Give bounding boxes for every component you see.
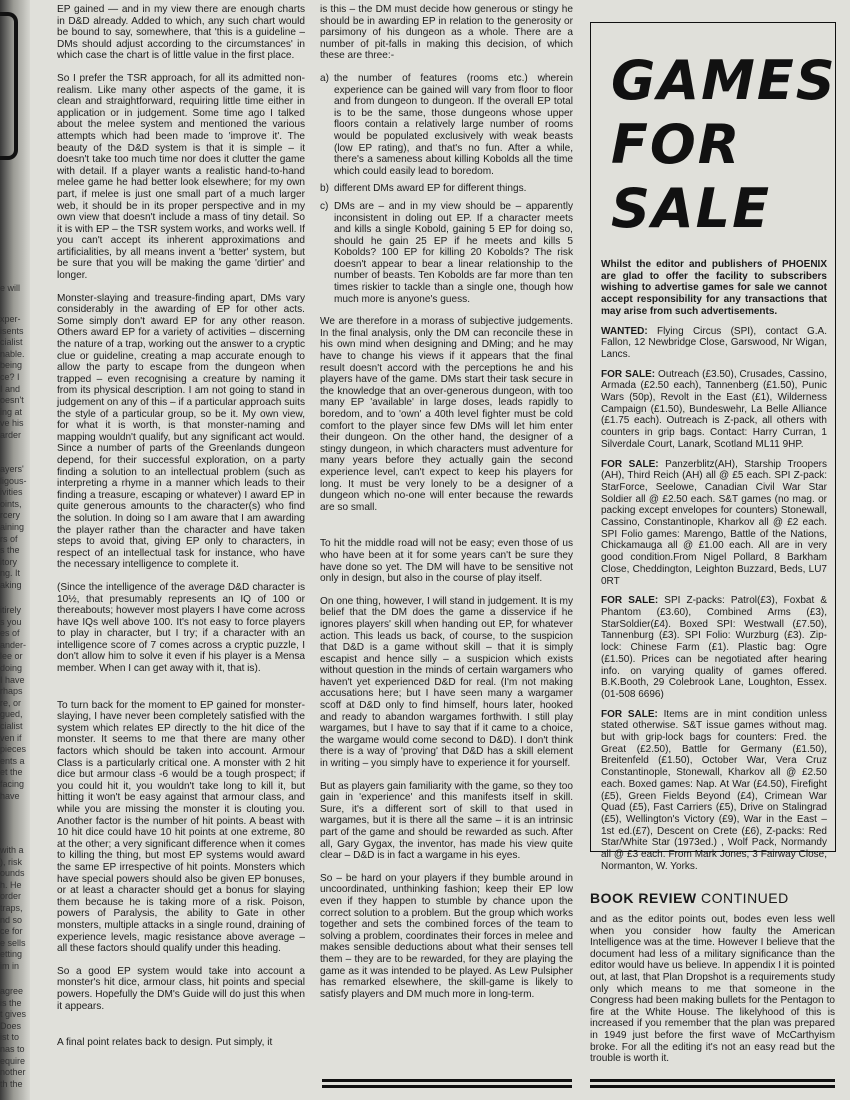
paragraph: A final point relates back to design. Put simply, it bbox=[57, 1037, 273, 1049]
ad-title-line: SALE bbox=[611, 177, 771, 240]
edge-fragment: doing bbox=[0, 663, 23, 673]
edge-fragment: nas to bbox=[0, 1044, 25, 1054]
edge-fragment: rhaps bbox=[0, 686, 23, 697]
book-review-heading: BOOK REVIEW CONTINUED bbox=[590, 890, 789, 906]
edge-fragment: e will bbox=[0, 283, 21, 293]
edge-fragment: es of bbox=[0, 628, 20, 639]
ad-disclaimer: Whilst the editor and publishers of PHOENIX are glad to offer the facility to subscribers wishing to advertise games for sale we cannot accept responsibility for any transactions that may arise from such advertisements. bbox=[601, 259, 827, 317]
list-item: a) the number of features (rooms etc.) wherein experience can be gained will vary from floor to floor and from dungeon to dungeon. If the overall EP total is to be the same, those dungeons whose upper floors contain a relatively large number of rooms would be populated exclusively with weak beasts (low EP rating), and that's no fun. After a while, there's a sameness about killing Kobolds all the time which could easily lead to boredom. bbox=[320, 72, 573, 177]
edge-fragment: ), risk bbox=[0, 856, 22, 867]
edge-fragment: s the bbox=[0, 545, 20, 556]
review-end-rules bbox=[590, 1079, 835, 1091]
edge-fragment: ivities bbox=[0, 487, 23, 498]
edge-fragment: ng. It bbox=[0, 568, 21, 579]
edge-fragment: I have bbox=[0, 674, 25, 685]
paragraph: On one thing, however, I will stand in judgement. It is my belief that the DM does the game a disservice if he ignores players' skill when handing out EP, for whatever action. This leads us back, of course, to the suspicion that D&D is a game without skill – that it is simply escapist and hence silly – a suspicion which exists without question in the minds of certain wargamers who haven't yet experienced D&D for real. (I'm not making accusations here; but I have seen many a wargamer scoff at D&D only to find himself, hours later, hooked and ready to abandon wargames forthwith. I still play wargames, but I have to say that if it came to a choice, the wargame would come second to D&D). I don't think there is a way of 'proving' that D&D has a skill element in writing – you simply have to experience it for yourself. bbox=[320, 595, 573, 770]
paragraph: So – be hard on your players if they bumble around in uncoordinated, unthinking fashion; keep their EP low even if they happen to stumble by chance upon the correct solution to a problem. But the group which works together and sets the combined forces of the team to solving a problem, coordinates their forces in melee and makes sensible deductions about what their senses tell them – they are to be rewarded, for they are playing the game as it was intended to be played. As Lew Pulsipher has remarked elsewhere, the skill-game is likely to satisfy players and DM much more in long-term. bbox=[320, 872, 573, 1000]
paragraph: To turn back for the moment to EP gained for monster-slaying, I have never been completely satisfied with the system which relates EP directly to the hit dice of the monster. It seems to me that there are many other factors which should be taken into account. Armour Class is a particularly critical one. A monster with 2 hit dice but armour class -6 would be a tough prospect; if you could hit it, you wouldn't take long to kill it, but hitting it won't be easy against that armour class, and while you are missing the monster it is clouting you. Another factor is the number of hit points. A beast with 10 hit dice could have 10 hit points at one extreme, 80 at the other; a very significant difference when it comes to killing the thing, but most EP systems would award the same EP irrespective of hit points. Monsters which have special powers should also be given EP bonuses, or at least a character should get a bonus for slaying them because he is taking more of a risk. Poison, powers of Paralysis, the ability to Gate in other monsters, multiple attacks in a single round, draining of experience levels, magic resistance above average – all these factors should qualify under this heading. bbox=[57, 699, 305, 955]
edge-fragment: Does bbox=[0, 1020, 22, 1031]
paragraph: EP gained — and in my view there are enough charts in D&D already. Added to which, any such chart would be bound to say, somewhere, that 'this is a guideline – DMs should adjust according to the circumstances' in which case the chart is of little value in the first place. bbox=[57, 4, 305, 62]
edge-fragment: ve his bbox=[0, 418, 24, 429]
edge-fragment: itory bbox=[0, 556, 18, 567]
edge-fragment: have bbox=[0, 790, 20, 801]
edge-fragment: I and bbox=[0, 383, 21, 394]
edge-fragment: cialist bbox=[0, 337, 23, 348]
edge-fragment: s you bbox=[0, 616, 22, 627]
edge-fragment: equire bbox=[0, 1055, 26, 1066]
paragraph: We are therefore in a morass of subjective judgements. In the final analysis, only the DM can reconcile these in his own mind when designing and DMing; and he may have to change his views if it appears that the final result doesn't accord with the perceptions he and his players have of the game. DMs start their task secure in the knowledge that an over-generous dungeon, with too many EP 'available' in large doses, leads rapidly to boredom, and to 'own' a 40th level fighter must be cold comfort to the player since few DMs will let him enter their dungeon. On the other hand, the designer of a stingy dungeon, in which characters must adventure for many years before they actually gain the second experience level, can't expect to keep his players for long. It must be very lonely to be a designer of a dungeon which no-one will enter because the rewards are so small. bbox=[320, 316, 573, 513]
list-item: b) different DMs award EP for different things. bbox=[320, 183, 527, 195]
edge-fragment: ounds bbox=[0, 868, 25, 879]
edge-fragment: gued, bbox=[0, 709, 23, 720]
paragraph: Monster-slaying and treasure-finding apart, DMs vary considerably in the awarding of EP for other acts. Some simply don't award EP for any other reason. Others award EP for a variety of activities – discerning the nature of a trap, working out the answer to a cryptic clue or guideline, creating a map accurate enough to allow the party to escape from the dungeon when trapped – even recognising a creature by naming it from its physical description. I am not going to stand in judgement on any of this – if a particular approach suits the style of a particular group, so be it. My own view, for what it is worth, is that monster-naming and mapping wouldn't qualify, but any significant act would. Since a number of parts of the Greenlands dungeon depend, for their successful exploration, on a party finding a solution to an intellectual problem (such as interpreting a rhyme in a manner which leads to their finding a treasure, escaping or whatever) I award EP in quite generous amounts to the character(s) who find the solution. In doing so I am aware that I am awarding the player rather than the character and have taken steps to avoid that, giving EP only to characters, in respect of an intellectual task for instance, who have the necessary intelligence to complete it. bbox=[57, 292, 305, 571]
ad-title-line: GAMES bbox=[611, 49, 837, 112]
edge-fragment: ander- bbox=[0, 639, 27, 650]
edge-fragment: h. He bbox=[0, 879, 22, 890]
edge-fragment: ce? I bbox=[0, 372, 20, 382]
paragraph: To hit the middle road will not be easy; even those of us who have been at it for some years can't be sure they have done so yet. The DM will have to be sensitive not only in design, but also in the course of play itself. bbox=[320, 538, 573, 585]
edge-fragment: ce for bbox=[0, 926, 23, 937]
edge-fragment: ist to bbox=[0, 1032, 20, 1043]
edge-fragment: e sells bbox=[0, 937, 26, 948]
edge-fragment: pieces bbox=[0, 744, 27, 755]
paragraph: (Since the intelligence of the average D&D character is 10½, that presumably represents an IQ of 100 or thereabouts; however most players I have come across have IQs well above 100. It's not easy to force players to play in character, but I try; if a character with an intelligence score of 7 comes across a cryptic puzzle, I don't allow him to solve it even if his player is a Mensa member. When I can get away with it, that is). bbox=[57, 581, 305, 675]
edge-fragment: t gives bbox=[0, 1009, 27, 1020]
edge-fragment: ven if bbox=[0, 732, 22, 743]
edge-fragment: nother bbox=[0, 1067, 26, 1078]
paragraph: So a good EP system would take into account a monster's hit dice, armour class, hit points and special powers. Hopefully the DM's Guide will do just this when it appears. bbox=[57, 965, 305, 1012]
edge-fragment: ing at bbox=[0, 406, 23, 417]
article-column-2 bbox=[320, 4, 573, 1011]
edge-fragment: rcery bbox=[0, 510, 20, 521]
ad-item: FOR SALE: Outreach (£3.50), Crusades, Cassino, Armada (£2.50 each), Tannenberg (£1.50), Punic Wars (50p), Revolt in the East (£1), Wilderness Campaign (£1.50), Bundeswehr, La Belle Alliance (£1.75 each). Outreach is Z-pack, all others with counters in grip bags. Contact: Harry Curran, 1 Silverdale Court, Lanark, Scotland ML11 9HP. bbox=[601, 368, 827, 450]
edge-fragment: et the bbox=[0, 767, 23, 778]
edge-fragment: order bbox=[0, 891, 22, 902]
edge-fragment: aining bbox=[0, 522, 25, 532]
edge-fragment: arder bbox=[0, 430, 22, 440]
ad-body bbox=[601, 259, 827, 880]
games-for-sale-box bbox=[590, 22, 837, 872]
ad-item: FOR SALE: Items are in mint condition unless stated otherwise. S&T issue games without mag. but with grip-lock bags for counters: Fred. the Great (£2.50), Battle for Germany (£1.50), Breitenfeld (£1.50), October War, Vera Cruz Constantinople, Stonewall, Kharkov all @ £2.50 each. Boxed games: Nap. At War (£4.50), Firefight (£5), Green Fields Beyond (£4), Crimean War Quad (£5), Fast Carriers (£5), Drive on Stalingrad (£5), Wellington's Victory (£9), War in the East – 1st ed.(£7), Descent on Crete (£6), Z-packs: Red Star/White Star (1973ed.) , Wolf Pack, Normandy all @ £3 each. From Mark Jones, 3 Fairway Close, Normanton, W. Yorks. bbox=[601, 708, 828, 872]
edge-fragment: im in bbox=[0, 961, 20, 971]
edge-fragment: with a bbox=[0, 845, 24, 855]
ad-title-line: FOR bbox=[611, 113, 742, 176]
edge-fragment: ents a bbox=[0, 755, 25, 766]
edge-fragment: facing bbox=[0, 779, 25, 789]
column-end-rules bbox=[322, 1079, 572, 1091]
edge-fragment: th the bbox=[0, 1078, 23, 1089]
list-item: c) DMs are – and in my view should be – apparently inconsistent in doling out EP. If a character meets and kills a single Kobold, gaining 5 EP for doing so, should he gain 25 EP if he meets and kills 5 Kobolds? 100 EP for killing 20 Kobolds? The risk doesn't appear to bear a linear relationship to the number of beasts. Ten Kobolds are far more than ten times riskier to tackle than a single one, though how much more is anyone's guess. bbox=[320, 200, 573, 305]
edge-fragment: re, or bbox=[0, 697, 22, 708]
previous-page-bracket bbox=[0, 12, 18, 160]
edge-fragment: being bbox=[0, 360, 23, 371]
edge-fragment: ligous- bbox=[0, 475, 27, 486]
ad-item: FOR SALE: SPI Z-packs: Patrol(£3), Foxbat & Phantom (£3.60), Combined Arms (£3), StarSoldier(£4). Boxed SPI: Westwall (£7.50), Tannenburg (£3). SPI Folio: Wurzburg (£3). Zip-lock: Chinese Farm (£1). Plastic bag: Ogre (£1.50). Prices can be negotiated after hearing info. on varying quality of games offered. B.K.Booth, 29 Colebrook Lane, Loughton, Essex. (01-508 6696) bbox=[601, 595, 828, 700]
edge-fragment: xper- bbox=[0, 314, 21, 324]
paragraph: So I prefer the TSR approach, for all its admitted non-realism. Like many other aspects of the game, it is clean and straightforward, requiring little time either in application or in judgement. Some time ago I talked about the melee system and mentioned the various attempts which had been made to 'improve it'. The beauty of the D&D system is that it is simple – it doesn't take too much time nor does it clutter the game with detail. If a player wants a realistic hand-to-hand melee game he had better look elsewhere; for my own part, if melee is just one small part of a much larger web, it should be in its proper perspective and in my own view that doesn't include a mass of tiny detail. So it is with EP – the TSR system works, and works well. If you can't accept its inherent approximations and artificialities, by all means invent a 'better' system, but be sure that you will be making the game 'dirtier' and longer. bbox=[57, 72, 305, 282]
ad-item: WANTED: Flying Circus (SPI), contact G.A. Fallon, 12 Newbridge Close, Garswood, Nr Wigan, Lancs. bbox=[601, 325, 827, 360]
edge-fragment: aking bbox=[0, 580, 22, 590]
edge-fragment: agree bbox=[0, 986, 24, 996]
article-column-1 bbox=[57, 4, 305, 1060]
edge-fragment: ayers' bbox=[0, 464, 24, 474]
edge-fragment: oesn't bbox=[0, 395, 24, 406]
edge-fragment: nd so bbox=[0, 914, 23, 925]
edge-fragment: lee or bbox=[0, 651, 23, 662]
edge-fragment: itirely bbox=[0, 605, 22, 615]
edge-fragment: oints, bbox=[0, 498, 22, 509]
edge-fragment: etting bbox=[0, 949, 23, 960]
edge-fragment: is the bbox=[0, 997, 22, 1008]
paragraph: But as players gain familiarity with the game, so they too gain in 'experience' and this manifests itself in skill. Sure, it's a different sort of skill to that used in wargames, but it is there all the same – it is an intrinsic part of the game and should be rewarded as such. After all, Gary Gygax, the inventor, has made his view quite clear – D&D is in fact a wargame in his eyes. bbox=[320, 780, 573, 862]
ad-item: FOR SALE: Panzerblitz(AH), Starship Troopers (AH), Third Reich (AH) all @ £5 each. SPI Z-pack: StarForce, Seelowe, Canadian Civil War Star Soldier all @ £2.50 each. S&T games (no mag. or packing except envelopes for counters) Stonewall, Cassino, Constantinople, Kharkov all @ £2 each. SPI Folio games: Marengo, Battle of the Nations, Chickamauga all @ £1.00 each. All are in very good condition.From Nigel Pollard, 8 Barkham Close, Cheddington, Leighton Buzzard, Beds, LU7 0RT bbox=[601, 458, 827, 587]
edge-fragment: cialist bbox=[0, 721, 23, 731]
edge-fragment: traps, bbox=[0, 903, 23, 913]
paragraph: is this – the DM must decide how generous or stingy he should be in awarding EP in relation to the generosity or parsimony of his dungeon as a whole. There are a number of pit-falls in making this decision, of which these are three:- bbox=[320, 4, 573, 62]
edge-fragment: isents bbox=[0, 325, 24, 336]
pitfall-list bbox=[320, 73, 573, 305]
edge-fragment: nable. bbox=[0, 348, 25, 359]
book-review-text: and as the editor points out, bodes even less well when you consider how faulty the American Intelligence was at the time. However I believe that the document had less of a military significance than the editor would have us believe. In appendix I it is pointed out, at last, that Plan Dropshot is a requirements study only which means to me that someone in the Congress had been making bullets for the Pentagon to fire at the White House. The likelyhood of this is increased if you remember that the plan was prepared in 1949 just before the first wave of McCarthyism broke. For all the editing it's not an easy read but the trouble is worth it. bbox=[590, 914, 835, 1065]
edge-fragment: rs of bbox=[0, 533, 18, 544]
